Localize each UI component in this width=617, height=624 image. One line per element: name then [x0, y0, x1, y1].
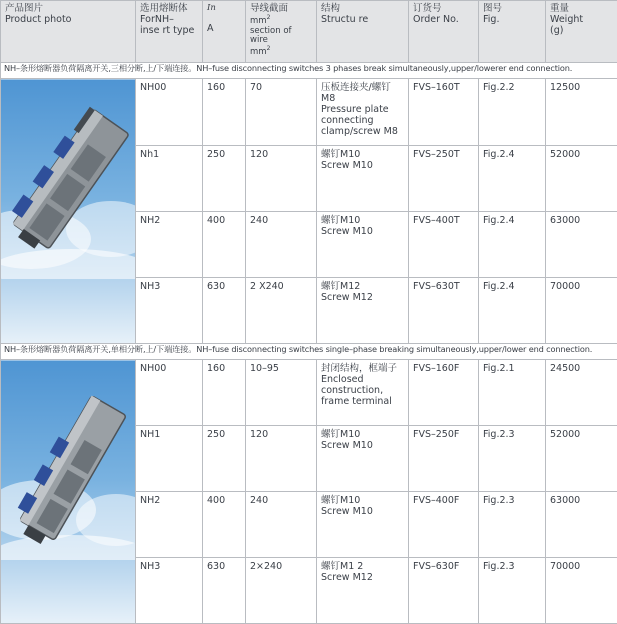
structure — [317, 79, 409, 146]
figure-ref: Fig.2.3 — [479, 426, 546, 492]
section-title: NH–条形熔断器负荷隔离开关,三相分断,上/下端连接。NH–fuse disconnecting switches 3 phases break simultaneously,upper/lowerer end connection. — [1, 63, 617, 79]
weight: 63000 — [546, 212, 617, 278]
header-weight-en: Weight — [550, 15, 613, 26]
header-order-en: Order No. — [413, 15, 474, 26]
order-number: FVS–400F — [409, 492, 479, 558]
wire-section: 2 X240 — [246, 278, 317, 344]
header-insert-en2: inse rt type — [140, 26, 198, 37]
structure — [317, 492, 409, 558]
structure-line: 封闭结构，框端子 — [321, 364, 404, 375]
header-section-unit: mm — [250, 16, 267, 26]
rated-current: 630 — [203, 278, 246, 344]
order-number: FVS–250F — [409, 426, 479, 492]
section-title-row — [1, 344, 617, 360]
fuse-switch-single-phase-photo — [1, 360, 135, 560]
structure-line: frame terminal — [321, 397, 404, 408]
rated-current: 160 — [203, 79, 246, 146]
wire-section: 240 — [246, 212, 317, 278]
table-row — [1, 79, 617, 146]
rated-current: 160 — [203, 360, 246, 426]
header-photo — [1, 1, 136, 63]
wire-section: 120 — [246, 426, 317, 492]
header-structure-cn: 结构 — [321, 4, 404, 15]
rated-current: 400 — [203, 492, 246, 558]
figure-ref: Fig.2.4 — [479, 212, 546, 278]
insert-type: NH2 — [136, 212, 203, 278]
structure-line: connecting — [321, 116, 404, 127]
structure-line: Screw M10 — [321, 227, 404, 238]
header-weight — [546, 1, 617, 63]
product-photo-single-phase — [1, 360, 136, 624]
header-insert — [136, 1, 203, 63]
header-current — [203, 1, 246, 63]
figure-ref: Fig.2.3 — [479, 492, 546, 558]
wire-section: 10–95 — [246, 360, 317, 426]
insert-type: Nh1 — [136, 146, 203, 212]
header-structure — [317, 1, 409, 63]
weight: 52000 — [546, 146, 617, 212]
structure — [317, 212, 409, 278]
structure-line: 螺钉M12 — [321, 282, 404, 293]
header-order-cn: 订货号 — [413, 4, 474, 15]
table-row — [1, 360, 617, 426]
weight: 24500 — [546, 360, 617, 426]
header-fig-cn: 图号 — [483, 4, 541, 15]
insert-type: NH1 — [136, 426, 203, 492]
structure — [317, 278, 409, 344]
structure-line: Enclosed — [321, 375, 404, 386]
header-current-symbol: In — [207, 4, 241, 14]
wire-section: 120 — [246, 146, 317, 212]
structure-line: 螺钉M10 — [321, 430, 404, 441]
header-photo-cn: 产品图片 — [5, 4, 131, 15]
structure-line: clamp/screw M8 — [321, 127, 404, 138]
header-section-sup2: 2 — [267, 45, 271, 52]
fuse-switch-3phase-photo — [1, 79, 135, 279]
order-number: FVS–630T — [409, 278, 479, 344]
wire-section: 2×240 — [246, 558, 317, 624]
rated-current: 250 — [203, 146, 246, 212]
rated-current: 400 — [203, 212, 246, 278]
structure-line: 螺钉M1 2 — [321, 562, 404, 573]
insert-type: NH00 — [136, 360, 203, 426]
header-row — [1, 1, 617, 63]
structure-line: 螺钉M10 — [321, 216, 404, 227]
figure-ref: Fig.2.3 — [479, 558, 546, 624]
header-photo-en: Product photo — [5, 15, 131, 26]
header-weight-unit: (g) — [550, 26, 613, 37]
rated-current: 630 — [203, 558, 246, 624]
wire-section: 240 — [246, 492, 317, 558]
header-insert-en1: ForNH– — [140, 15, 198, 26]
header-weight-cn: 重量 — [550, 4, 613, 15]
wire-section: 70 — [246, 79, 317, 146]
section-title-row — [1, 63, 617, 79]
structure — [317, 360, 409, 426]
structure-line: Screw M10 — [321, 161, 404, 172]
structure-line: M8 — [321, 94, 404, 105]
structure-line: Screw M12 — [321, 573, 404, 584]
structure-line: Screw M10 — [321, 441, 404, 452]
structure-line: Screw M10 — [321, 507, 404, 518]
header-current-unit: A — [207, 24, 241, 35]
structure-line: 螺钉M10 — [321, 150, 404, 161]
structure-line: Screw M12 — [321, 293, 404, 304]
figure-ref: Fig.2.4 — [479, 146, 546, 212]
weight: 52000 — [546, 426, 617, 492]
structure — [317, 426, 409, 492]
weight: 70000 — [546, 278, 617, 344]
section-title: NH–条形熔断器负荷隔离开关,单相分断,上/下端连接。NH–fuse disconnecting switches single–phase breaking simultaneously,upper/lower end connection. — [1, 344, 617, 360]
header-section — [246, 1, 317, 63]
insert-type: NH3 — [136, 558, 203, 624]
structure — [317, 146, 409, 212]
header-section-cn: 导线截面 — [250, 4, 312, 15]
header-section-unit2: mm — [250, 47, 267, 57]
insert-type: NH2 — [136, 492, 203, 558]
figure-ref: Fig.2.4 — [479, 278, 546, 344]
header-structure-en: Structu re — [321, 15, 404, 26]
order-number: FVS–400T — [409, 212, 479, 278]
product-photo-3phase — [1, 79, 136, 344]
figure-ref: Fig.2.2 — [479, 79, 546, 146]
header-order — [409, 1, 479, 63]
header-fig-en: Fig. — [483, 15, 541, 26]
header-section-en: section of wire — [250, 27, 312, 47]
rated-current: 250 — [203, 426, 246, 492]
order-number: FVS–160F — [409, 360, 479, 426]
order-number: FVS–630F — [409, 558, 479, 624]
insert-type: NH3 — [136, 278, 203, 344]
header-fig — [479, 1, 546, 63]
header-insert-cn: 选用熔断体 — [140, 4, 198, 15]
figure-ref: Fig.2.1 — [479, 360, 546, 426]
structure-line: 螺钉M10 — [321, 496, 404, 507]
header-section-sup: 2 — [267, 14, 271, 21]
weight: 63000 — [546, 492, 617, 558]
insert-type: NH00 — [136, 79, 203, 146]
structure-line: construction, — [321, 386, 404, 397]
structure — [317, 558, 409, 624]
order-number: FVS–160T — [409, 79, 479, 146]
structure-line: 压板连接夹/螺钉 — [321, 83, 404, 94]
weight: 70000 — [546, 558, 617, 624]
weight: 12500 — [546, 79, 617, 146]
order-number: FVS–250T — [409, 146, 479, 212]
structure-line: Pressure plate — [321, 105, 404, 116]
